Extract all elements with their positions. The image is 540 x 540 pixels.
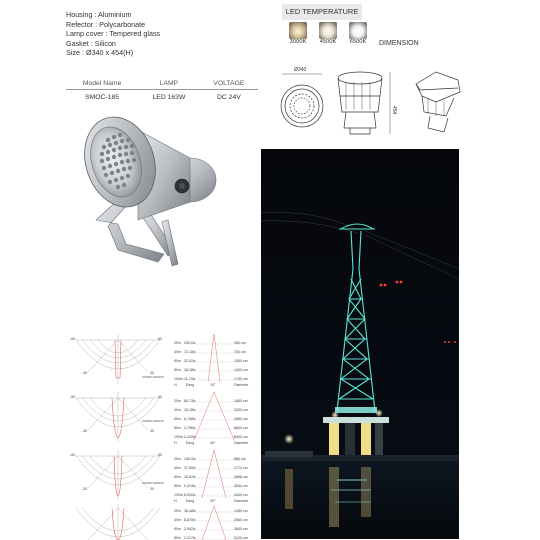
photometric-value: 1400 cm bbox=[234, 368, 248, 372]
photometric-value: Eavg bbox=[186, 383, 195, 387]
curves-legend-3: C0/180 C90/270 bbox=[142, 481, 164, 485]
table-row bbox=[66, 90, 258, 106]
curves-legend-1: C0/180 C90/270 bbox=[142, 375, 164, 379]
photometric-value: H bbox=[174, 383, 177, 387]
photometric-value: 35.48lx bbox=[184, 509, 196, 513]
photometric-value: 250.0lx bbox=[184, 341, 196, 345]
photometric-value: H bbox=[174, 441, 177, 445]
header-lamp: LAMP bbox=[138, 78, 200, 90]
svg-text:60: 60 bbox=[158, 453, 162, 457]
spec-reflector: Refector : Polycarbonate bbox=[66, 19, 146, 29]
svg-text:30: 30 bbox=[150, 429, 154, 433]
svg-text:-60: -60 bbox=[70, 337, 76, 341]
side-view-drawing bbox=[338, 72, 390, 134]
front-view-drawing bbox=[281, 74, 323, 127]
led-option-6500k[interactable] bbox=[345, 22, 371, 45]
photometric-value: 45° bbox=[210, 441, 216, 445]
model-table-header-row bbox=[66, 78, 258, 90]
photometric-value: 60m bbox=[174, 527, 181, 531]
photometric-value: 60.73lx bbox=[184, 399, 196, 403]
photometric-value: 6.000lx bbox=[184, 493, 196, 497]
photometric-value: 3.942lx bbox=[184, 527, 196, 531]
photometric-value: 3320 cm bbox=[234, 408, 248, 412]
photometric-value: 700 cm bbox=[234, 350, 246, 354]
photometric-value: 40m bbox=[174, 466, 181, 470]
photometric-value: 3544 cm bbox=[234, 484, 248, 488]
photometric-value: 886 cm bbox=[234, 457, 246, 461]
photometric-value: 11.70lx bbox=[184, 377, 196, 381]
svg-text:-30: -30 bbox=[82, 371, 88, 375]
photometric-value: 1280 cm bbox=[234, 509, 248, 513]
svg-text:60: 60 bbox=[158, 395, 162, 399]
photometric-row-3 bbox=[62, 446, 258, 506]
photometric-row-2 bbox=[62, 388, 258, 448]
cell-voltage: DC 24V bbox=[216, 94, 241, 101]
photometric-value: 2658 cm bbox=[234, 475, 248, 479]
photometric-value: 8.870lx bbox=[184, 518, 196, 522]
tower-photo-illustration bbox=[261, 149, 459, 539]
photometric-value: 60m bbox=[174, 359, 181, 363]
photometric-value: 16.67lx bbox=[184, 475, 196, 479]
photometric-value: 80m bbox=[174, 484, 181, 488]
product-photo bbox=[78, 110, 228, 270]
photometric-value: 20m bbox=[174, 399, 181, 403]
led-label-4500k: 4500K bbox=[319, 39, 337, 45]
photometric-value: 40m bbox=[174, 408, 181, 412]
cell-lamp: LED 163W bbox=[152, 94, 186, 101]
diameter-label: Ø340 bbox=[294, 67, 307, 73]
photometric-row-4 bbox=[62, 504, 258, 540]
photometric-value: H bbox=[174, 499, 177, 503]
photometric-value: 4430 cm bbox=[234, 493, 248, 497]
photometric-value: 2.429lx bbox=[184, 435, 196, 439]
photometric-value: 10° bbox=[210, 383, 216, 387]
photometric-value: 18.28lx bbox=[184, 368, 196, 372]
dimension-drawings bbox=[276, 62, 466, 142]
photometric-value: 15.18lx bbox=[184, 408, 196, 412]
photometric-value: Diameter bbox=[234, 499, 249, 503]
photometric-value: Eavg bbox=[186, 499, 195, 503]
photometric-value: 20m bbox=[174, 341, 181, 345]
photometric-value: 72.10lx bbox=[184, 350, 196, 354]
photometric-value: 100m bbox=[174, 435, 183, 439]
photometric-value: Eavg bbox=[186, 441, 195, 445]
photometric-value: 6640 cm bbox=[234, 426, 248, 430]
photometric-value: 80m bbox=[174, 426, 181, 430]
photometric-value: 80m bbox=[174, 368, 181, 372]
cell-model-name: SMOC-185 bbox=[85, 94, 120, 101]
photometric-value: 100m bbox=[174, 493, 183, 497]
svg-text:-30: -30 bbox=[82, 487, 88, 491]
model-table bbox=[66, 78, 258, 105]
header-voltage: VOLTAGE bbox=[200, 78, 258, 90]
photometric-value: Diameter bbox=[234, 441, 249, 445]
photometric-value: 40m bbox=[174, 350, 181, 354]
photometric-value: 9.374lx bbox=[184, 484, 196, 488]
photometric-value: 20m bbox=[174, 509, 181, 513]
angled-view-drawing bbox=[416, 72, 460, 132]
photometric-value: 80m bbox=[174, 536, 181, 540]
svg-text:30: 30 bbox=[150, 487, 154, 491]
photometric-value: 60m bbox=[174, 417, 181, 421]
svg-text:-30: -30 bbox=[82, 429, 88, 433]
photometric-value: 1050 cm bbox=[234, 359, 248, 363]
led-option-4500k[interactable] bbox=[315, 22, 341, 45]
led-temperature-title: LED TEMPERATURE bbox=[282, 4, 362, 20]
photometric-value: 1772 cm bbox=[234, 466, 248, 470]
photometric-row-1 bbox=[62, 330, 258, 390]
led-swatch-3000k bbox=[289, 22, 307, 39]
svg-text:60: 60 bbox=[158, 337, 162, 341]
led-label-6500k: 6500K bbox=[349, 39, 367, 45]
spec-housing: Housing : Aluminium bbox=[66, 10, 132, 19]
led-temperature-options bbox=[285, 22, 371, 45]
photometric-value: Diameter bbox=[234, 383, 249, 387]
photometric-value: 2560 cm bbox=[234, 518, 248, 522]
photometric-value: 6.748lx bbox=[184, 417, 196, 421]
photometric-value: 37.50lx bbox=[184, 466, 196, 470]
led-swatch-4500k bbox=[319, 22, 337, 39]
svg-text:-60: -60 bbox=[70, 453, 76, 457]
photometric-value: 100m bbox=[174, 377, 183, 381]
photometric-value: 1660 cm bbox=[234, 399, 248, 403]
spec-gasket: Gasket : Silicon bbox=[66, 38, 116, 48]
photometric-value: 350 cm bbox=[234, 341, 246, 345]
curves-legend-2: C0/180 C90/270 bbox=[142, 419, 164, 423]
led-label-3000k: 3000K bbox=[289, 39, 307, 45]
photometric-value: 3840 cm bbox=[234, 527, 248, 531]
led-swatch-6500k bbox=[349, 22, 367, 39]
photometric-section bbox=[62, 330, 258, 540]
photometric-value: 4980 cm bbox=[234, 417, 248, 421]
photometric-value: 1750 cm bbox=[234, 377, 248, 381]
installation-photo bbox=[261, 149, 459, 539]
photometric-value: 150.0lx bbox=[184, 457, 196, 461]
photometric-value: 8300 cm bbox=[234, 435, 248, 439]
spec-size: Size : Ø340 x 454(H) bbox=[66, 48, 134, 58]
svg-text:-60: -60 bbox=[70, 395, 76, 399]
led-option-3000k[interactable] bbox=[285, 22, 311, 45]
svg-text:30: 30 bbox=[150, 371, 154, 375]
spec-lamp-cover: Lamp cover : Tempered glass bbox=[66, 29, 161, 39]
photometric-value: 3.796lx bbox=[184, 426, 196, 430]
photometric-value: 2.217lx bbox=[184, 536, 196, 540]
spec-list bbox=[66, 10, 160, 58]
dimension-title: DIMENSION bbox=[379, 40, 419, 47]
photometric-value: 25° bbox=[210, 499, 216, 503]
photometric-value: 5120 cm bbox=[234, 536, 248, 540]
photometric-value: 32.01lx bbox=[184, 359, 196, 363]
photometric-value: 40m bbox=[174, 518, 181, 522]
photometric-value: 20m bbox=[174, 457, 181, 461]
header-model-name: Model Name bbox=[66, 78, 138, 90]
height-label: 454 bbox=[391, 106, 397, 115]
photometric-value: 60m bbox=[174, 475, 181, 479]
